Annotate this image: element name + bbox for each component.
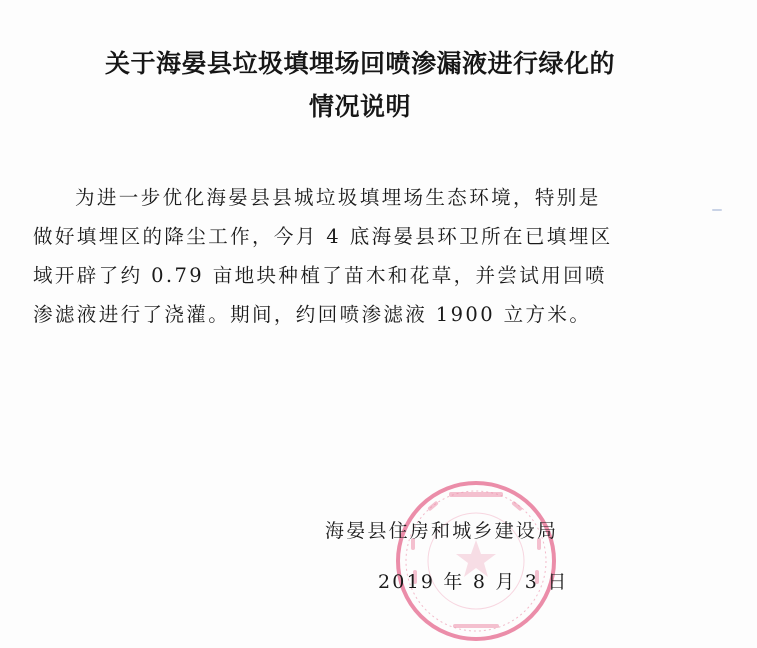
document-title-line-1: 关于海晏县垃圾填埋场回喷渗漏液进行绿化的 bbox=[104, 49, 615, 78]
issuer-signature: 海晏县住房和城乡建设局 bbox=[325, 520, 559, 542]
issue-date: 2019 年 8 月 3 日 bbox=[378, 571, 569, 593]
scan-speck bbox=[712, 209, 722, 211]
body-line-1: 为进一步优化海晏县县城垃圾填埋场生态环境，特别是 bbox=[75, 186, 601, 209]
body-line-4: 渗滤液进行了浇灌。期间，约回喷渗滤液 1900 立方米。 bbox=[33, 303, 592, 326]
official-seal-stamp bbox=[393, 478, 559, 644]
body-line-3: 域开辟了约 0.79 亩地块种植了苗木和花草，并尝试用回喷 bbox=[33, 264, 607, 287]
body-line-2: 做好填埋区的降尘工作，今月 4 底海晏县环卫所在已填埋区 bbox=[33, 225, 613, 248]
document-body bbox=[33, 178, 673, 334]
document-title-line-2: 情况说明 bbox=[308, 92, 411, 121]
